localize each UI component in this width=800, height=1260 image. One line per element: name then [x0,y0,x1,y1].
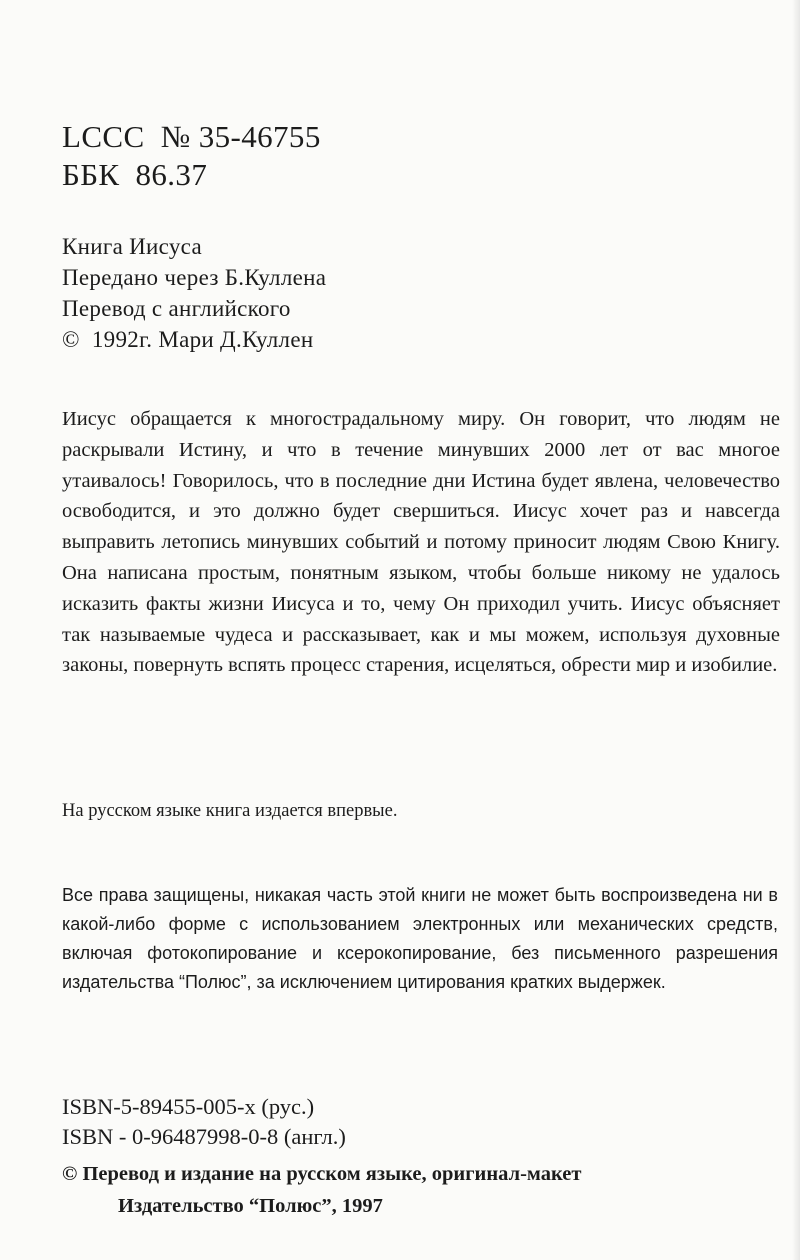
publisher-copyright [62,1158,581,1222]
publisher-copyright-line1: © Перевод и издание на русском языке, оригинал-макет [62,1163,582,1185]
first-publication-note: На русском языке книга издается впервые. [62,801,398,821]
isbn-block [62,1092,346,1152]
book-title: Книга Иисуса [62,234,202,259]
transmitted-by: Передано через Б.Куллена [62,265,327,290]
lccc-line [62,118,321,156]
bibliographic-block [62,231,326,355]
annotation-paragraph: Иисус обращается к многострадальному миру. Он говорит, что людям не раскрывали Истину, и что в течение минувших 2000 лет от вас многое утаивалось! Говорилось, что в последние дни Истина будет явлена, человечество освободится, и это должно будет свершиться. Иисус хочет раз и навсегда выправить летопись минувших событий и потому приносит людям Свою Книгу. Она написана простым, понятным языком, чтобы больше никому не удалось исказить факты жизни Иисуса и то, чему Он приходил учить. Иисус объясняет так называемые чудеса и рассказывает, как и мы можем, используя духовные законы, повернуть вспять процесс старения, исцеляться, обрести мир и изобилие. [62,408,780,677]
translation-note: Перевод с английского [62,296,291,321]
original-copyright: © 1992г. Мари Д.Куллен [62,327,314,352]
bbk-label: ББК [62,157,120,192]
isbn-russian: ISBN-5-89455-005-х (рус.) [62,1094,315,1119]
rights-notice: Все права защищены, никакая часть этой книги не может быть воспроизведена ни в какой-либо форме с использованием электронных или механических средств, включая фотокопирование и ксерокопирование, без письменного разрешения издательства “Полюс”, за исключением цитирования кратких выдержек. [62,885,778,992]
lccc-label: LCCC [62,119,145,154]
lccc-value: № 35-46755 [160,119,321,154]
classification-block [62,118,321,194]
bbk-value: 86.37 [135,157,208,192]
page-edge-shadow [792,0,800,1260]
publisher-copyright-line2: Издательство “Полюс”, 1997 [118,1195,383,1217]
bbk-line [62,156,321,194]
isbn-english: ISBN - 0-96487998-0-8 (англ.) [62,1124,346,1149]
